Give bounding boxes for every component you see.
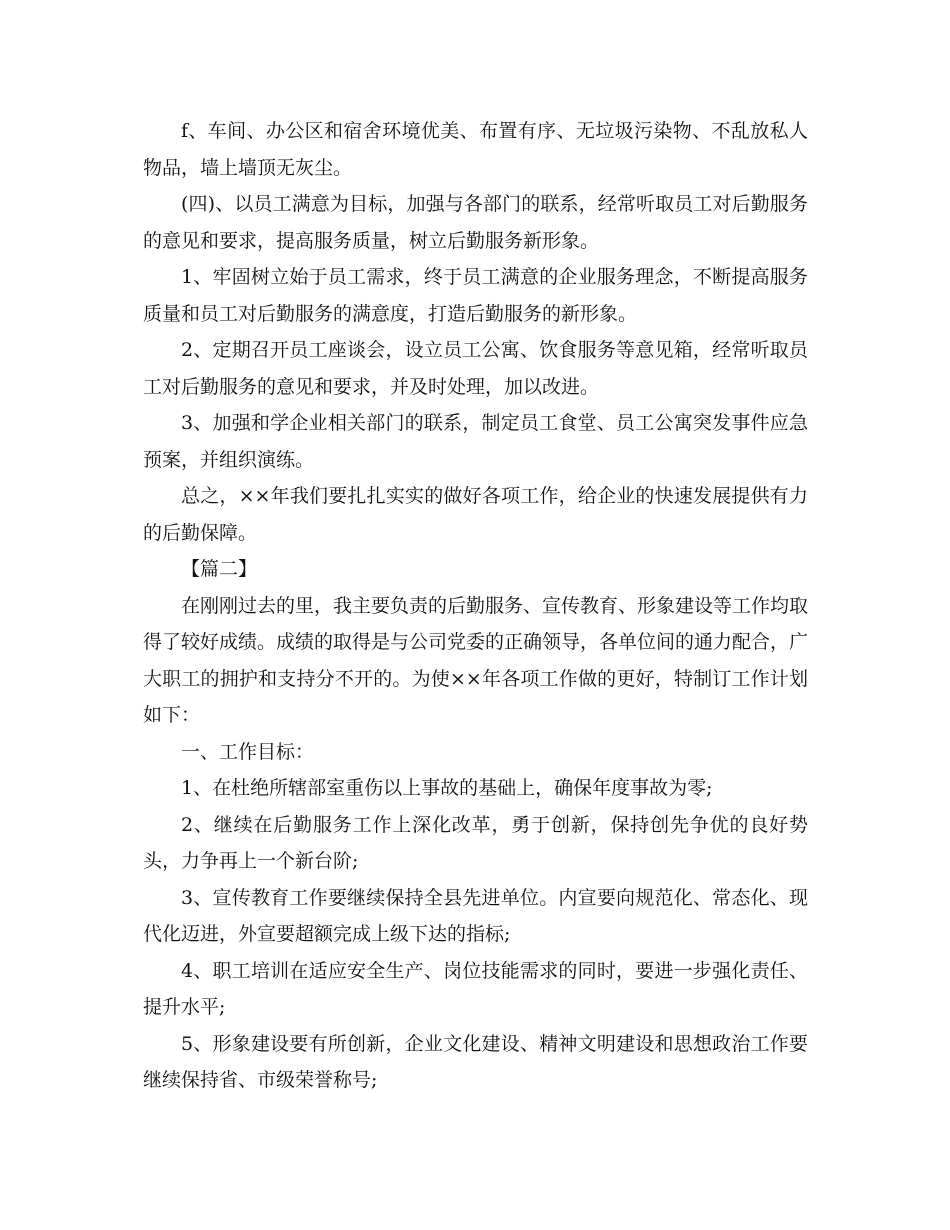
section-heading-part-two: 【篇二】 bbox=[181, 558, 258, 580]
paragraph-workplace-environment: f、车间、办公区和宿舍环境优美、布置有序、无垃圾污染物、不乱放私人物品，墙上墙顶无灰尘。 bbox=[143, 120, 808, 179]
paragraph-goal-1: 1、在杜绝所辖部室重伤以上事故的基础上，确保年度事故为零; bbox=[181, 777, 713, 799]
paragraph-goal-3: 3、宣传教育工作要继续保持全县先进单位。内宣要向规范化、常态化、现代化迈进，外宣要超额完成上级下达的指标; bbox=[143, 886, 808, 945]
document-body bbox=[143, 113, 808, 1099]
paragraph-section-four-heading: (四)、以员工满意为目标，加强与各部门的联系，经常听取员工对后勤服务的意见和要求，提高服务质量，树立后勤服务新形象。 bbox=[143, 193, 808, 252]
paragraph-item-2: 2、定期召开员工座谈会，设立员工公寓、饮食服务等意见箱，经常听取员工对后勤服务的意见和要求，并及时处理，加以改进。 bbox=[143, 339, 808, 398]
paragraph-goal-2: 2、继续在后勤服务工作上深化改革，勇于创新，保持创先争优的良好势头，力争再上一个新台阶; bbox=[143, 813, 808, 872]
paragraph-item-3: 3、加强和学企业相关部门的联系，制定员工食堂、员工公寓突发事件应急预案，并组织演练。 bbox=[143, 412, 808, 471]
paragraph-goal-4: 4、职工培训在适应安全生产、岗位技能需求的同时，要进一步强化责任、提升水平; bbox=[143, 959, 808, 1018]
paragraph-goal-5: 5、形象建设要有所创新，企业文化建设、精神文明建设和思想政治工作要继续保持省、市级荣誉称号; bbox=[143, 1032, 808, 1091]
paragraph-summary: 总之，××年我们要扎扎实实的做好各项工作，给企业的快速发展提供有力的后勤保障。 bbox=[143, 485, 808, 544]
paragraph-item-1: 1、牢固树立始于员工需求，终于员工满意的企业服务理念，不断提高服务质量和员工对后勤服务的满意度，打造后勤服务的新形象。 bbox=[143, 266, 808, 325]
paragraph-intro: 在刚刚过去的里，我主要负责的后勤服务、宣传教育、形象建设等工作均取得了较好成绩。成绩的取得是与公司党委的正确领导，各单位间的通力配合，广大职工的拥护和支持分不开的。为使××年各项工作做的更好，特制订工作计划如下： bbox=[143, 594, 809, 726]
paragraph-goals-heading: 一、工作目标： bbox=[181, 740, 315, 763]
